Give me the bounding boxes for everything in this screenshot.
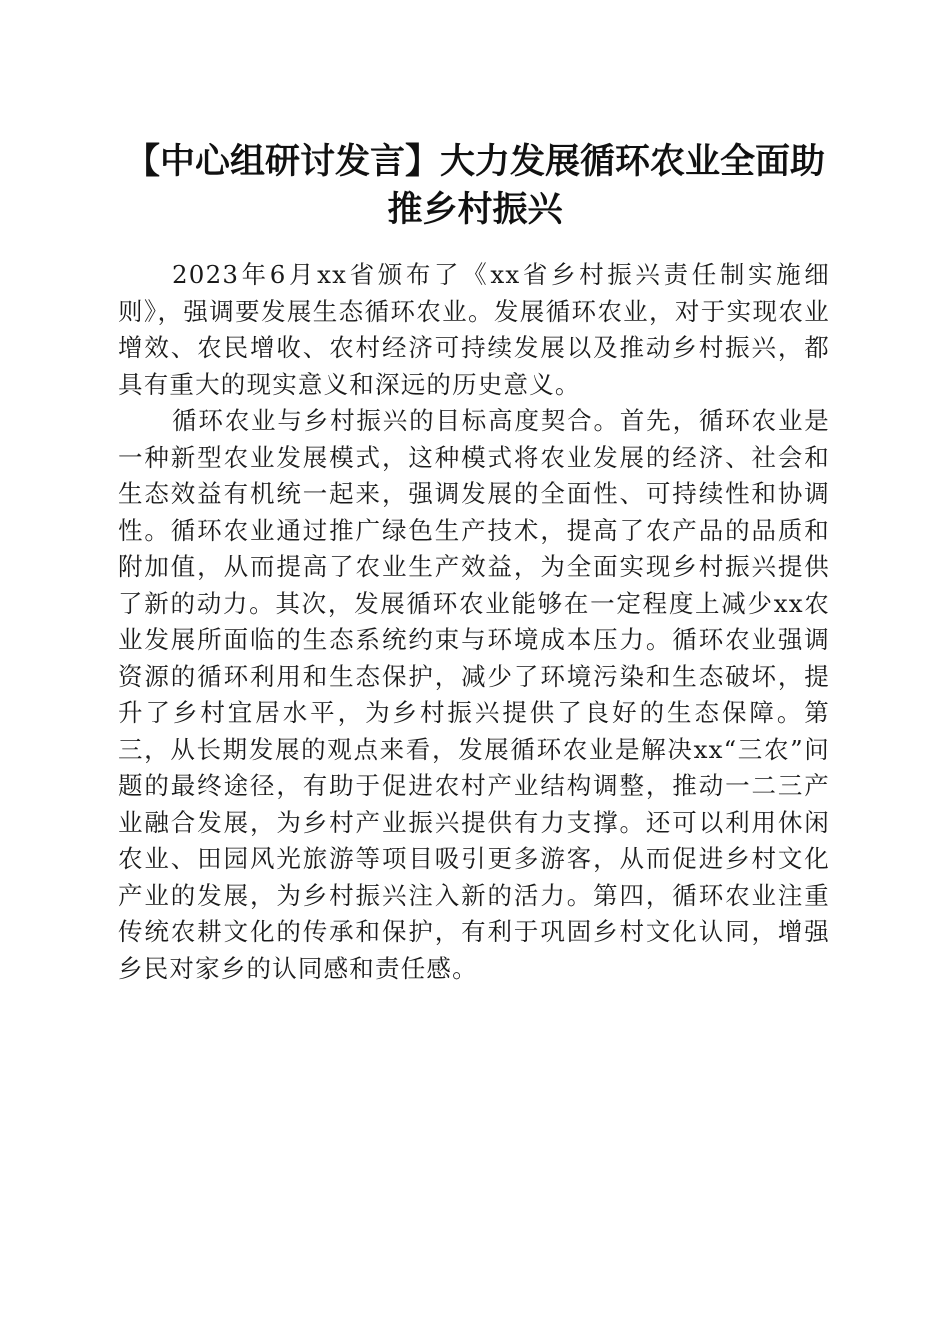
document-title: 【中心组研讨发言】大力发展循环农业全面助推乡村振兴 (124, 142, 825, 230)
paragraph-main: 循环农业与乡村振兴的目标高度契合。首先，循环农业是一种新型农业发展模式，这种模式将农业发展的经济、社会和生态效益有机统一起来，强调发展的全面性、可持续性和协调性。循环农业通过推广绿色生产技术，提高了农产品的品质和附加值，从而提高了农业生产效益，为全面实现乡村振兴提供了新的动力。其次，发展循环农业能够在一定程度上减少xx农业发展所面临的生态系统约束与环境成本压力。循环农业强调资源的循环利用和生态保护，减少了环境污染和生态破坏，提升了乡村宜居水平，为乡村振兴提供了良好的生态保障。第三，从长期发展的观点来看，发展循环农业是解决xx“三农”问题的最终途径，有助于促进农村产业结构调整，推动一二三产业融合发展，为乡村产业振兴提供有力支撑。还可以利用休闲农业、田园风光旅游等项目吸引更多游客，从而促进乡村文化产业的发展，为乡村振兴注入新的活力。第四，循环农业注重传统农耕文化的传承和保护，有利于巩固乡村文化认同，增强乡民对家乡的认同感和责任感。 (118, 406, 830, 983)
paragraph-intro: 2023年6月xx省颁布了《xx省乡村振兴责任制实施细则》，强调要发展生态循环农业。发展循环农业，对于实现农业增效、农民增收、农村经济可持续发展以及推动乡村振兴，都具有重大的现实意义和深远的历史意义。 (118, 260, 830, 399)
document-body (118, 257, 830, 987)
